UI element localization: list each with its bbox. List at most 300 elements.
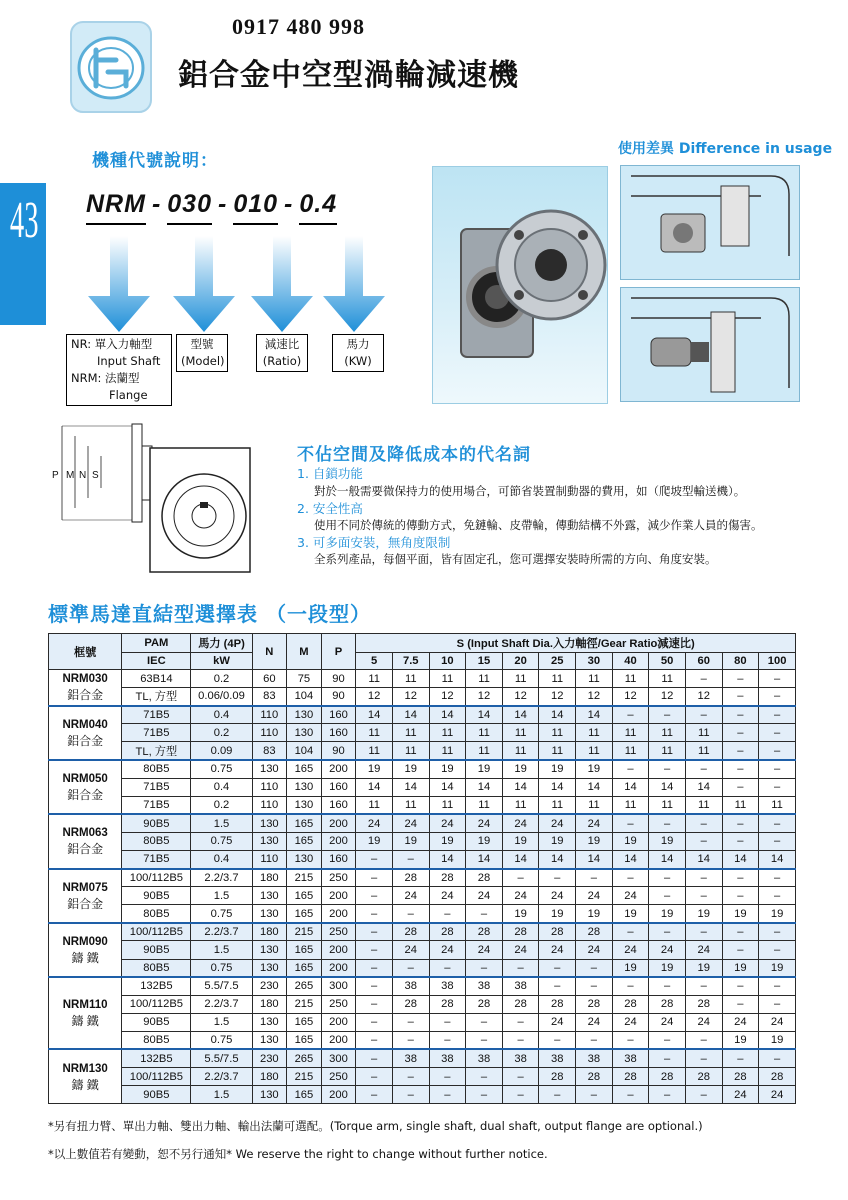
shaft-dia-cell: 28 xyxy=(576,923,613,941)
shaft-dia-cell: 12 xyxy=(392,688,429,706)
shaft-dia-cell: 11 xyxy=(539,796,576,814)
shaft-dia-cell: 14 xyxy=(466,778,503,796)
shaft-dia-cell: 11 xyxy=(502,796,539,814)
frame-material: 鑄 鐵 xyxy=(71,1014,99,1029)
frame-material: 鋁合金 xyxy=(67,688,104,703)
shaft-dia-cell: 19 xyxy=(392,832,429,850)
n-cell: 110 xyxy=(252,850,287,868)
shaft-dia-cell: 14 xyxy=(429,850,466,868)
code-box-line: (KW) xyxy=(344,354,372,368)
n-cell: 130 xyxy=(252,905,287,923)
n-cell: 110 xyxy=(252,724,287,742)
code-box-line: NR: 單入力軸型 xyxy=(71,337,153,351)
shaft-dia-cell: – xyxy=(759,688,796,706)
shaft-dia-cell: 14 xyxy=(685,850,722,868)
shaft-dia-cell: – xyxy=(649,887,686,905)
header-ratio: 50 xyxy=(649,653,686,670)
shaft-dia-cell: 19 xyxy=(649,832,686,850)
shaft-dia-cell: – xyxy=(356,1086,393,1104)
kw-cell: 0.75 xyxy=(191,905,252,923)
shaft-dia-cell: 11 xyxy=(429,742,466,760)
shaft-dia-cell: – xyxy=(685,869,722,887)
shaft-dia-cell: – xyxy=(356,1068,393,1086)
pam-cell: 80B5 xyxy=(122,905,191,923)
shaft-dia-cell: 28 xyxy=(649,1068,686,1086)
shaft-dia-cell: – xyxy=(356,923,393,941)
shaft-dia-cell: – xyxy=(649,977,686,995)
frame-name: NRM063 xyxy=(62,827,108,840)
n-cell: 130 xyxy=(252,959,287,977)
shaft-dia-cell: 19 xyxy=(502,905,539,923)
shaft-dia-cell: 24 xyxy=(429,814,466,832)
m-cell: 130 xyxy=(287,706,322,724)
feature-label: 1. 自鎖功能 xyxy=(297,466,363,481)
table-row xyxy=(49,724,796,742)
frame-material: 鑄 鐵 xyxy=(71,950,99,965)
shaft-dia-cell: – xyxy=(392,1013,429,1031)
code-box-line: Input Shaft xyxy=(97,354,161,368)
m-cell: 215 xyxy=(287,1068,322,1086)
shaft-dia-cell: – xyxy=(502,1068,539,1086)
shaft-dia-cell: 11 xyxy=(429,724,466,742)
shaft-dia-cell: 24 xyxy=(612,887,649,905)
kw-cell: 5.5/7.5 xyxy=(191,1049,252,1067)
code-box-line: 型號 xyxy=(190,337,214,351)
kw-cell: 0.2 xyxy=(191,724,252,742)
shaft-dia-cell: 19 xyxy=(759,959,796,977)
shaft-dia-cell: – xyxy=(685,923,722,941)
shaft-dia-cell: – xyxy=(649,706,686,724)
shaft-dia-cell: 14 xyxy=(649,850,686,868)
shaft-dia-cell: 28 xyxy=(685,1068,722,1086)
frame-name: NRM040 xyxy=(62,718,108,731)
shaft-dia-cell: 24 xyxy=(759,1086,796,1104)
pam-cell: 71B5 xyxy=(122,778,191,796)
m-cell: 265 xyxy=(287,1049,322,1067)
pam-cell: 80B5 xyxy=(122,959,191,977)
usage-image-flange xyxy=(620,287,800,402)
shaft-dia-cell: – xyxy=(392,1086,429,1104)
feature-desc: 使用不同於傳統的傳動方式，免鏈輪、皮帶輪，傳動結構不外露，減少作業人員的傷害。 xyxy=(314,518,763,532)
header-n: N xyxy=(252,634,287,670)
n-cell: 110 xyxy=(252,706,287,724)
pam-cell: 132B5 xyxy=(122,1049,191,1067)
shaft-dia-cell: – xyxy=(759,724,796,742)
product-photo xyxy=(432,166,608,404)
shaft-dia-cell: – xyxy=(759,706,796,724)
code-box-line: 馬力 xyxy=(346,337,370,351)
m-cell: 165 xyxy=(287,959,322,977)
shaft-dia-cell: – xyxy=(612,869,649,887)
p-cell: 200 xyxy=(321,1086,356,1104)
header-ratio: 7.5 xyxy=(392,653,429,670)
dim-label-n: N xyxy=(79,470,87,481)
dim-label-s: S xyxy=(92,470,99,481)
n-cell: 180 xyxy=(252,923,287,941)
m-cell: 215 xyxy=(287,923,322,941)
shaft-dia-cell: 11 xyxy=(649,742,686,760)
shaft-dia-cell: 24 xyxy=(649,941,686,959)
shaft-dia-cell: 11 xyxy=(722,796,759,814)
shaft-dia-cell: – xyxy=(392,959,429,977)
n-cell: 83 xyxy=(252,742,287,760)
arrow-down-icon xyxy=(323,236,385,332)
shaft-dia-cell: – xyxy=(685,1049,722,1067)
frame-name: NRM075 xyxy=(62,881,108,894)
shaft-dia-cell: 14 xyxy=(539,778,576,796)
shaft-dia-cell: 19 xyxy=(466,832,503,850)
shaft-dia-cell: 28 xyxy=(612,1068,649,1086)
shaft-dia-cell: – xyxy=(722,887,759,905)
n-cell: 60 xyxy=(252,670,287,688)
p-cell: 300 xyxy=(321,977,356,995)
n-cell: 110 xyxy=(252,778,287,796)
shaft-dia-cell: – xyxy=(356,941,393,959)
n-cell: 180 xyxy=(252,869,287,887)
shaft-dia-cell: 19 xyxy=(502,760,539,778)
shaft-dia-cell: 11 xyxy=(502,724,539,742)
header-ratio: 20 xyxy=(502,653,539,670)
shaft-dia-cell: 24 xyxy=(576,1013,613,1031)
shaft-dia-cell: 24 xyxy=(649,1013,686,1031)
shaft-dia-cell: – xyxy=(466,905,503,923)
shaft-dia-cell: 11 xyxy=(466,796,503,814)
shaft-dia-cell: 38 xyxy=(392,1049,429,1067)
shaft-dia-cell: 11 xyxy=(576,670,613,688)
table-row xyxy=(49,1068,796,1086)
shaft-dia-cell: – xyxy=(429,1013,466,1031)
pam-cell: 100/112B5 xyxy=(122,923,191,941)
shaft-dia-cell: – xyxy=(356,1013,393,1031)
shaft-dia-cell: 28 xyxy=(429,995,466,1013)
kw-cell: 0.4 xyxy=(191,850,252,868)
table-row xyxy=(49,814,796,832)
shaft-dia-cell: – xyxy=(759,760,796,778)
shaft-dia-cell: 19 xyxy=(759,1031,796,1049)
shaft-dia-cell: 11 xyxy=(539,742,576,760)
shaft-dia-cell: 19 xyxy=(502,832,539,850)
table-row xyxy=(49,869,796,887)
shaft-dia-cell: 11 xyxy=(539,724,576,742)
shaft-dia-cell: – xyxy=(539,977,576,995)
shaft-dia-cell: 24 xyxy=(392,814,429,832)
shaft-dia-cell: 11 xyxy=(576,796,613,814)
code-segment-power: 0.4 xyxy=(299,190,337,225)
m-cell: 215 xyxy=(287,995,322,1013)
shaft-dia-cell: 14 xyxy=(502,778,539,796)
shaft-dia-cell: 19 xyxy=(539,832,576,850)
frame-name: NRM130 xyxy=(62,1062,108,1075)
shaft-dia-cell: – xyxy=(759,1049,796,1067)
frame-material: 鑄 鐵 xyxy=(71,1077,99,1092)
shaft-dia-cell: – xyxy=(576,869,613,887)
code-segment-model: 030 xyxy=(167,190,212,225)
shaft-dia-cell: 11 xyxy=(612,796,649,814)
pam-cell: 90B5 xyxy=(122,887,191,905)
p-cell: 250 xyxy=(321,923,356,941)
shaft-dia-cell: 14 xyxy=(612,778,649,796)
code-box-type xyxy=(66,334,172,406)
table-row xyxy=(49,1031,796,1049)
m-cell: 130 xyxy=(287,796,322,814)
shaft-dia-cell: 24 xyxy=(759,1013,796,1031)
shaft-dia-cell: – xyxy=(649,760,686,778)
frame-material: 鋁合金 xyxy=(67,788,104,803)
pam-cell: TL, 方型 xyxy=(122,742,191,760)
pam-cell: 100/112B5 xyxy=(122,869,191,887)
p-cell: 200 xyxy=(321,905,356,923)
kw-cell: 1.5 xyxy=(191,1086,252,1104)
shaft-dia-cell: 19 xyxy=(392,760,429,778)
selection-table xyxy=(48,633,796,1104)
pam-cell: 71B5 xyxy=(122,850,191,868)
shaft-dia-cell: – xyxy=(759,832,796,850)
pam-cell: 80B5 xyxy=(122,1031,191,1049)
shaft-dia-cell: 38 xyxy=(502,1049,539,1067)
shaft-dia-cell: 24 xyxy=(539,941,576,959)
code-separator: - xyxy=(217,190,228,218)
shaft-dia-cell: – xyxy=(685,670,722,688)
shaft-dia-cell: – xyxy=(722,941,759,959)
n-cell: 110 xyxy=(252,796,287,814)
feature-desc: 對於一般需要微保持力的使用場合，可節省裝置制動器的費用，如（爬坡型輸送機）。 xyxy=(314,484,746,498)
shaft-dia-cell: 12 xyxy=(429,688,466,706)
shaft-dia-cell: 28 xyxy=(539,1068,576,1086)
kw-cell: 1.5 xyxy=(191,814,252,832)
table-row xyxy=(49,832,796,850)
shaft-dia-cell: 11 xyxy=(466,670,503,688)
table-title: 標準馬達直結型選擇表 （一段型） xyxy=(48,602,371,626)
frame-name: NRM090 xyxy=(62,935,108,948)
n-cell: 180 xyxy=(252,1068,287,1086)
p-cell: 90 xyxy=(321,742,356,760)
pam-cell: TL, 方型 xyxy=(122,688,191,706)
kw-cell: 0.4 xyxy=(191,778,252,796)
shaft-dia-cell: – xyxy=(685,832,722,850)
code-box-line: (Model) xyxy=(181,354,225,368)
shaft-dia-cell: 11 xyxy=(612,742,649,760)
shaft-dia-cell: – xyxy=(759,941,796,959)
shaft-dia-cell: 14 xyxy=(466,850,503,868)
phone-number: 0917 480 998 xyxy=(232,14,365,39)
code-segment-ratio: 010 xyxy=(233,190,278,225)
shaft-dia-cell: – xyxy=(722,706,759,724)
shaft-dia-cell: 12 xyxy=(612,688,649,706)
model-code-title: 機種代號說明： xyxy=(92,151,218,171)
shaft-dia-cell: 12 xyxy=(356,688,393,706)
p-cell: 200 xyxy=(321,814,356,832)
shaft-dia-cell: 14 xyxy=(612,850,649,868)
code-segment-type: NRM xyxy=(86,190,146,225)
pam-cell: 90B5 xyxy=(122,1086,191,1104)
n-cell: 130 xyxy=(252,760,287,778)
shaft-dia-cell: 38 xyxy=(392,977,429,995)
table-row xyxy=(49,850,796,868)
shaft-dia-cell: – xyxy=(685,706,722,724)
dim-label-m: M xyxy=(66,470,75,481)
shaft-dia-cell: – xyxy=(759,778,796,796)
shaft-dia-cell: 14 xyxy=(539,706,576,724)
shaft-dia-cell: 38 xyxy=(576,1049,613,1067)
frame-cell xyxy=(49,923,122,977)
shaft-dia-cell: 11 xyxy=(649,724,686,742)
shaft-dia-cell: 11 xyxy=(759,796,796,814)
footnote-disclaimer: *以上數值若有變動，恕不另行通知* We reserve the right to change without further notice. xyxy=(48,1147,548,1161)
shaft-dia-cell: – xyxy=(429,905,466,923)
shaft-dia-cell: 24 xyxy=(576,814,613,832)
p-cell: 160 xyxy=(321,706,356,724)
table-row xyxy=(49,941,796,959)
shaft-dia-cell: 24 xyxy=(539,814,576,832)
shaft-dia-cell: 19 xyxy=(649,959,686,977)
table-row xyxy=(49,977,796,995)
kw-cell: 2.2/3.7 xyxy=(191,869,252,887)
shaft-dia-cell: – xyxy=(392,1068,429,1086)
shaft-dia-cell: – xyxy=(685,1086,722,1104)
frame-cell xyxy=(49,706,122,760)
pam-cell: 90B5 xyxy=(122,814,191,832)
m-cell: 165 xyxy=(287,832,322,850)
m-cell: 130 xyxy=(287,778,322,796)
kw-cell: 1.5 xyxy=(191,941,252,959)
header-ratio: 60 xyxy=(685,653,722,670)
shaft-dia-cell: 28 xyxy=(649,995,686,1013)
shaft-dia-cell: 11 xyxy=(466,742,503,760)
pam-cell: 63B14 xyxy=(122,670,191,688)
shaft-dia-cell: 24 xyxy=(466,814,503,832)
header-frame: 框號 xyxy=(49,634,122,670)
frame-cell xyxy=(49,977,122,1049)
shaft-dia-cell: 24 xyxy=(685,1013,722,1031)
shaft-dia-cell: 11 xyxy=(356,742,393,760)
shaft-dia-cell: 24 xyxy=(685,941,722,959)
code-arrows xyxy=(80,236,400,336)
feature-label: 3. 可多面安裝，無角度限制 xyxy=(297,535,451,550)
shaft-dia-cell: – xyxy=(685,760,722,778)
shaft-dia-cell: – xyxy=(685,1031,722,1049)
dim-label-p: P xyxy=(52,470,59,481)
shaft-dia-cell: – xyxy=(356,905,393,923)
kw-cell: 0.2 xyxy=(191,796,252,814)
shaft-dia-cell: – xyxy=(502,959,539,977)
shaft-dia-cell: 12 xyxy=(576,688,613,706)
code-box-line: NRM: 法蘭型 xyxy=(71,371,140,385)
n-cell: 130 xyxy=(252,887,287,905)
shaft-dia-cell: – xyxy=(466,1068,503,1086)
pam-cell: 71B5 xyxy=(122,706,191,724)
table-row xyxy=(49,796,796,814)
shaft-dia-cell: 19 xyxy=(722,1031,759,1049)
shaft-dia-cell: – xyxy=(649,814,686,832)
shaft-dia-cell: 11 xyxy=(649,796,686,814)
shaft-dia-cell: 11 xyxy=(466,724,503,742)
n-cell: 230 xyxy=(252,977,287,995)
shaft-dia-cell: – xyxy=(685,814,722,832)
shaft-dia-cell: – xyxy=(466,1031,503,1049)
n-cell: 180 xyxy=(252,995,287,1013)
shaft-dia-cell: – xyxy=(649,1031,686,1049)
pam-cell: 132B5 xyxy=(122,977,191,995)
m-cell: 165 xyxy=(287,1031,322,1049)
dimension-drawing xyxy=(42,420,272,580)
header-s: S (Input Shaft Dia.入力軸徑/Gear Ratio減速比) xyxy=(356,634,796,653)
shaft-dia-cell: – xyxy=(722,778,759,796)
n-cell: 130 xyxy=(252,1086,287,1104)
shaft-dia-cell: – xyxy=(722,977,759,995)
pam-cell: 80B5 xyxy=(122,760,191,778)
shaft-dia-cell: 24 xyxy=(466,887,503,905)
n-cell: 130 xyxy=(252,941,287,959)
code-box-line: (Ratio) xyxy=(262,354,302,368)
shaft-dia-cell: 28 xyxy=(502,995,539,1013)
shaft-dia-cell: – xyxy=(685,977,722,995)
shaft-dia-cell: 19 xyxy=(722,959,759,977)
shaft-dia-cell: 28 xyxy=(429,923,466,941)
shaft-dia-cell: 24 xyxy=(612,941,649,959)
shaft-dia-cell: – xyxy=(392,905,429,923)
shaft-dia-cell: 12 xyxy=(685,688,722,706)
table-row xyxy=(49,760,796,778)
p-cell: 200 xyxy=(321,941,356,959)
shaft-dia-cell: – xyxy=(649,1086,686,1104)
m-cell: 130 xyxy=(287,850,322,868)
pam-cell: 80B5 xyxy=(122,832,191,850)
m-cell: 165 xyxy=(287,905,322,923)
shaft-dia-cell: – xyxy=(722,1049,759,1067)
shaft-dia-cell: 24 xyxy=(576,941,613,959)
shaft-dia-cell: 11 xyxy=(392,742,429,760)
shaft-dia-cell: 11 xyxy=(539,670,576,688)
shaft-dia-cell: – xyxy=(759,923,796,941)
shaft-dia-cell: 11 xyxy=(502,670,539,688)
shaft-dia-cell: 11 xyxy=(356,724,393,742)
m-cell: 165 xyxy=(287,760,322,778)
p-cell: 160 xyxy=(321,796,356,814)
shaft-dia-cell: – xyxy=(759,742,796,760)
header-ratio: 10 xyxy=(429,653,466,670)
shaft-dia-cell: 11 xyxy=(612,724,649,742)
header-pam: PAM xyxy=(122,634,191,653)
shaft-dia-cell: 24 xyxy=(502,887,539,905)
kw-cell: 1.5 xyxy=(191,887,252,905)
usage-label: 使用差異 Difference in usage xyxy=(618,141,833,157)
shaft-dia-cell: – xyxy=(356,1031,393,1049)
table-row xyxy=(49,923,796,941)
shaft-dia-cell: – xyxy=(356,977,393,995)
shaft-dia-cell: 11 xyxy=(429,670,466,688)
shaft-dia-cell: 11 xyxy=(392,670,429,688)
shaft-dia-cell: – xyxy=(502,869,539,887)
shaft-dia-cell: – xyxy=(539,869,576,887)
shaft-dia-cell: – xyxy=(576,977,613,995)
header-ratio: 5 xyxy=(356,653,393,670)
shaft-dia-cell: 11 xyxy=(356,796,393,814)
shaft-dia-cell: – xyxy=(612,814,649,832)
shaft-dia-cell: 19 xyxy=(466,760,503,778)
feature-label: 2. 安全性高 xyxy=(297,501,363,516)
shaft-dia-cell: 11 xyxy=(685,742,722,760)
p-cell: 200 xyxy=(321,1031,356,1049)
features-title: 不佔空間及降低成本的代名詞 xyxy=(297,445,531,465)
shaft-dia-cell: 19 xyxy=(685,905,722,923)
header-p: P xyxy=(321,634,356,670)
shaft-dia-cell: – xyxy=(722,923,759,941)
header-ratio: 80 xyxy=(722,653,759,670)
pam-cell: 100/112B5 xyxy=(122,1068,191,1086)
shaft-dia-cell: 19 xyxy=(356,832,393,850)
header-iec: IEC xyxy=(122,653,191,670)
shaft-dia-cell: 14 xyxy=(759,850,796,868)
